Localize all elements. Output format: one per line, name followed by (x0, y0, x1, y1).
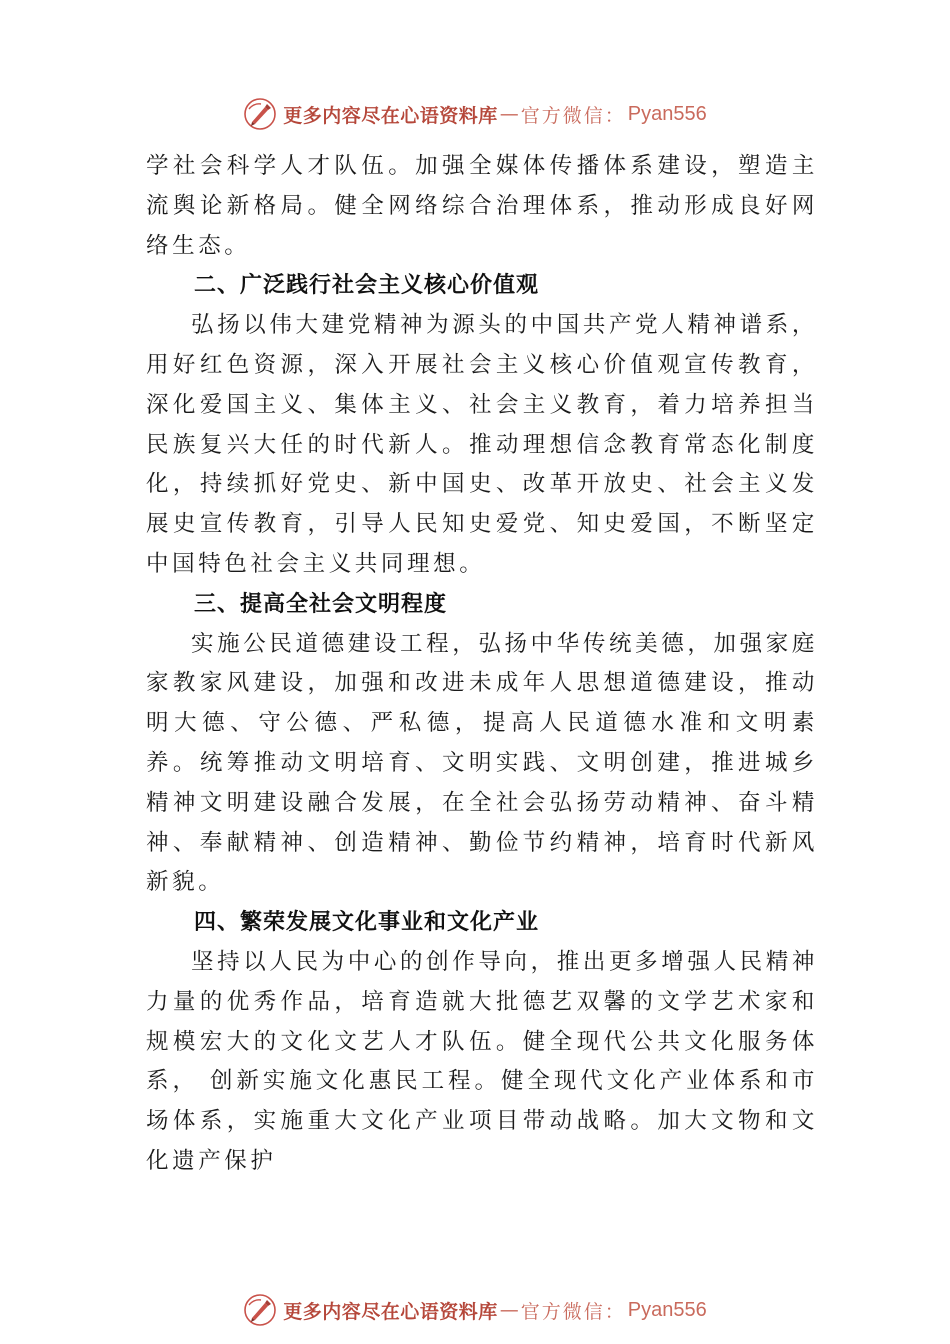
section-body-3: 实施公民道德建设工程，弘扬中华传统美德，加强家庭家教家风建设，加强和改进未成年人思想道德建设，推动明大德、守公德、严私德，提高人民道德水准和文明素养。统筹推动文明培育、文明实践、文明创建，推进城乡精神文明建设融合发展，在全社会弘扬劳动精神、奋斗精神、奉献精神、创造精神、勤俭节约精神，培育时代新风新貌。 (146, 630, 818, 896)
watermark-brand: 更多内容尽在心语资料库 (283, 104, 498, 127)
watermark-dash: — (499, 103, 519, 125)
pen-seal-icon (243, 1293, 277, 1327)
pen-seal-icon (243, 97, 277, 131)
watermark-brand: 更多内容尽在心语资料库 (283, 1300, 498, 1323)
intro-paragraph: 学社会科学人才队伍。加强全媒体传播体系建设，塑造主流舆论新格局。健全网络综合治理体系，推动形成良好网络生态。 (146, 153, 818, 259)
watermark-dash: — (499, 1299, 519, 1321)
section-heading-3: 三、提高全社会文明程度 (194, 591, 448, 617)
watermark-label: 官方微信： (520, 104, 626, 127)
document-body (146, 147, 818, 1182)
watermark-wechat-id: Pyan556 (627, 1298, 707, 1321)
watermark-label: 官方微信： (520, 1300, 626, 1323)
section-body-2: 弘扬以伟大建党精神为源头的中国共产党人精神谱系，用好红色资源，深入开展社会主义核心价值观宣传教育，深化爱国主义、集体主义、社会主义教育，着力培养担当民族复兴大任的时代新人。推动理想信念教育常态化制度化，持续抓好党史、新中国史、改革开放史、社会主义发展史宣传教育，引导人民知史爱党、知史爱国，不断坚定中国特色社会主义共同理想。 (146, 312, 818, 577)
header-watermark (0, 94, 950, 134)
section-heading-4: 四、繁荣发展文化事业和文化产业 (194, 910, 540, 936)
watermark-wechat-id: Pyan556 (627, 102, 707, 125)
footer-watermark (0, 1290, 950, 1330)
section-body-4: 坚持以人民为中心的创作导向，推出更多增强人民精神力量的优秀作品，培育造就大批德艺双馨的文学艺术家和规模宏大的文化文艺人才队伍。健全现代公共文化服务体系， 创新实施文化惠民工程。健全现代文化产业体系和市场体系，实施重大文化产业项目带动战略。加大文物和文化遗产保护 (146, 948, 818, 1174)
section-heading-2: 二、广泛践行社会主义核心价值观 (194, 273, 540, 299)
